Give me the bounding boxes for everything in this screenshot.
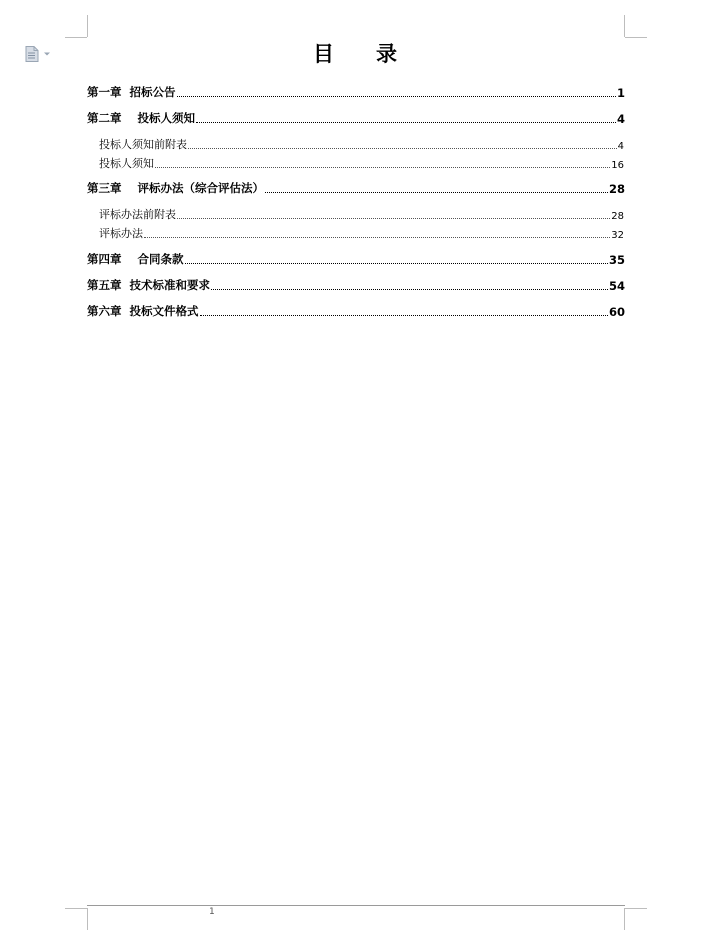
toc-entry-text: 合同条款 xyxy=(137,252,184,266)
toc-entry-text: 评标办法前附表 xyxy=(99,208,176,221)
toc-entry-text: 招标公告 xyxy=(129,85,176,99)
toc-page-number: 28 xyxy=(608,182,625,196)
toc-leader-dots xyxy=(211,288,608,290)
toc-entry-label xyxy=(87,251,184,267)
toc-page-number: 35 xyxy=(608,253,625,267)
toc-page-number: 60 xyxy=(608,305,625,319)
toc-entry-section-3-1[interactable] xyxy=(99,206,624,222)
toc-leader-dots xyxy=(177,95,616,97)
toc-title xyxy=(0,40,710,68)
toc-entry-label xyxy=(87,180,264,196)
toc-page-number: 16 xyxy=(611,160,624,171)
toc-leader-dots xyxy=(177,217,610,219)
toc-page-number: 1 xyxy=(616,86,625,100)
toc-leader-dots xyxy=(155,166,610,168)
toc-leader-dots xyxy=(196,121,616,123)
toc-entry-chapter-2[interactable] xyxy=(87,110,625,126)
toc-entry-text: 评标办法 xyxy=(99,227,143,240)
toc-page-number: 28 xyxy=(611,211,624,222)
toc-entry-chapter-4[interactable] xyxy=(87,251,625,267)
toc-leader-dots xyxy=(188,147,617,149)
toc-entry-label xyxy=(87,277,210,293)
toc-entry-text: 投标文件格式 xyxy=(129,304,199,318)
crop-mark-bottom-right-horizontal xyxy=(625,908,647,909)
toc-chapter-number: 第五章 xyxy=(87,278,122,292)
crop-mark-bottom-right-vertical xyxy=(624,908,625,930)
footer-divider xyxy=(87,905,625,906)
toc-entry-label xyxy=(87,84,176,100)
toc-chapter-number: 第二章 xyxy=(87,111,122,125)
crop-mark-top-left-vertical xyxy=(87,15,88,37)
toc-chapter-number: 第六章 xyxy=(87,304,122,318)
crop-mark-bottom-left-horizontal xyxy=(65,908,87,909)
crop-mark-top-right-vertical xyxy=(624,15,625,37)
toc-title-char-2: 录 xyxy=(376,42,397,66)
toc-chapter-number: 第一章 xyxy=(87,85,122,99)
toc-entry-chapter-3[interactable] xyxy=(87,180,625,196)
toc-entry-label xyxy=(87,303,199,319)
crop-mark-top-left-horizontal xyxy=(65,37,87,38)
toc-entry-label xyxy=(87,110,195,126)
crop-mark-bottom-left-vertical xyxy=(87,908,88,930)
toc-entry-chapter-6[interactable] xyxy=(87,303,625,319)
footer-page-number: 1 xyxy=(209,907,215,917)
toc-leader-dots xyxy=(144,236,610,238)
toc-entry-section-2-2[interactable] xyxy=(99,155,624,171)
toc-page-number: 4 xyxy=(617,141,624,152)
toc-entry-chapter-5[interactable] xyxy=(87,277,625,293)
crop-mark-top-right-horizontal xyxy=(625,37,647,38)
toc-leader-dots xyxy=(265,191,608,193)
toc-page-number: 32 xyxy=(611,230,624,241)
toc-entry-section-2-1[interactable] xyxy=(99,136,624,152)
toc-chapter-number: 第四章 xyxy=(87,252,122,266)
toc-title-char-1: 目 xyxy=(313,42,334,66)
toc-chapter-number: 第三章 xyxy=(87,181,122,195)
toc-page-number: 54 xyxy=(608,279,625,293)
toc-page-number: 4 xyxy=(616,112,625,126)
toc-entry-chapter-1[interactable] xyxy=(87,84,625,100)
toc-entry-text: 评标办法（综合评估法） xyxy=(137,181,265,195)
toc-entry-text: 技术标准和要求 xyxy=(129,278,211,292)
toc-entry-text: 投标人须知前附表 xyxy=(99,138,187,151)
toc-entry-text: 投标人须知 xyxy=(99,157,154,170)
toc-leader-dots xyxy=(185,262,608,264)
toc-entry-section-3-2[interactable] xyxy=(99,225,624,241)
toc-entry-text: 投标人须知 xyxy=(137,111,196,125)
toc-leader-dots xyxy=(200,314,608,316)
